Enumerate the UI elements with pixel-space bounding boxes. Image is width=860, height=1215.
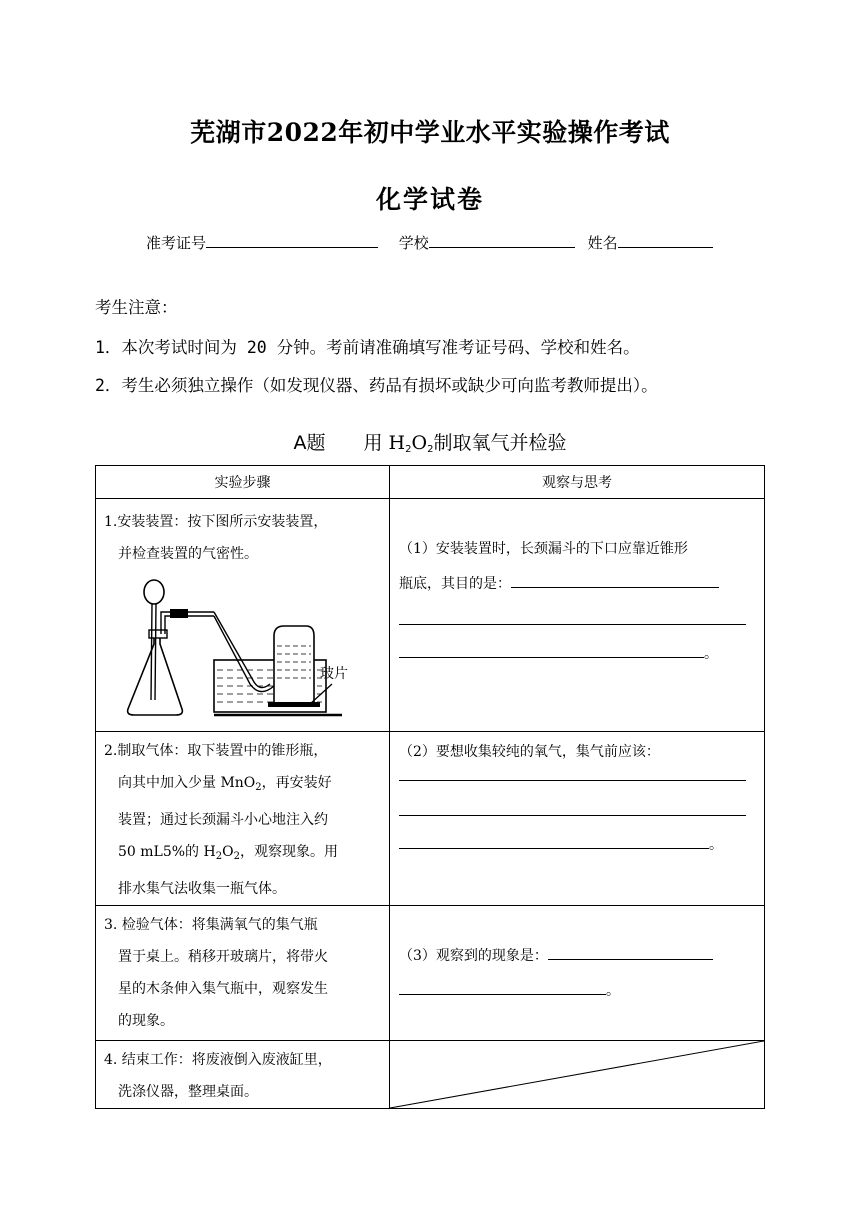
answer-2-blank-c[interactable] [399, 832, 709, 849]
step-3-text-a: 3. 检验气体：将集满氧气的集气瓶 [104, 917, 318, 933]
step-1-cell [96, 499, 390, 732]
observation-2-cell: （2）要想收集较纯的氧气，集气前应该： 。 [390, 732, 765, 906]
answer-1-blank-c[interactable] [399, 641, 704, 658]
answer-1-blank-b[interactable] [399, 602, 746, 625]
experiment-table [95, 465, 765, 1109]
step-4-text-b: 洗涤仪器，整理桌面。 [118, 1084, 258, 1100]
id-blank[interactable] [206, 233, 378, 248]
step-2-cell [96, 732, 390, 906]
exam-subtitle: 化学试卷 [375, 185, 484, 214]
step-1-text-b: 并检查装置的气密性。 [118, 546, 258, 562]
notice-item-2: 2．考生必须独立操作（如发现仪器、药品有损坏或缺少可向监考教师提出）。 [95, 376, 658, 395]
step-2-text-e: 排水集气法收集一瓶气体。 [118, 881, 286, 897]
answer-2-blank-a[interactable] [399, 770, 746, 781]
school-label: 学校 [398, 234, 429, 252]
glass-slide-label: 玻片 [320, 666, 348, 682]
notice-heading: 考生注意： [95, 298, 178, 317]
question-label: A题 [293, 432, 326, 454]
obs-1-text-b: 瓶底，其目的是： [399, 576, 511, 592]
step-3-text-c: 星的木条伸入集气瓶中，观察发生 [118, 981, 328, 997]
step-2-text-c: 装置；通过长颈漏斗小心地注入约 [118, 812, 328, 828]
step-3-cell [96, 906, 390, 1041]
steps-header: 实验步骤 [96, 466, 390, 499]
id-label: 准考证号 [146, 234, 207, 252]
question-title: A题 用 $H_2O_2$制取氧气并检验 [293, 432, 567, 455]
step-2-text-d: 50 mL5%的 $H_2O_2$，观察现象。用 [118, 844, 338, 862]
answer-1-blank-a[interactable] [511, 571, 719, 588]
observation-header: 观察与思考 [390, 466, 765, 499]
observation-4-cell-empty [390, 1041, 765, 1109]
answer-3-blank-b[interactable] [399, 978, 606, 995]
answer-2-blank-b[interactable] [399, 805, 746, 816]
diagonal-strike [390, 1041, 764, 1108]
observation-1-cell: （1）安装装置时，长颈漏斗的下口应靠近锥形 瓶底，其目的是： 。 [390, 499, 765, 732]
step-4-text-a: 4. 结束工作：将废液倒入废液缸里， [104, 1052, 332, 1068]
obs-3-text-a: （3）观察到的现象是： [399, 948, 548, 964]
apparatus-diagram [114, 574, 348, 719]
school-blank[interactable] [429, 233, 575, 248]
step-1-text-a: 1.安装装置：按下图所示安装装置， [104, 514, 328, 530]
obs-1-text-a: （1）安装装置时，长颈漏斗的下口应靠近锥形 [399, 541, 688, 557]
step-4-cell [96, 1041, 390, 1109]
name-blank[interactable] [618, 233, 713, 248]
step-2-text-b: 向其中加入少量 MnO$_2$，再安装好 [118, 775, 332, 793]
candidate-info-line [146, 232, 713, 253]
step-3-text-b: 置于桌上。稍移开玻璃片，将带火 [118, 949, 328, 965]
name-label: 姓名 [587, 234, 618, 252]
obs-2-text-a: （2）要想收集较纯的氧气，集气前应该： [399, 744, 660, 760]
notice-item-1: 1．本次考试时间为 20 分钟。考前请准确填写准考证号码、学校和姓名。 [95, 338, 640, 357]
step-3-text-d: 的现象。 [118, 1013, 174, 1029]
answer-3-blank-a[interactable] [548, 943, 713, 960]
exam-title: 芜湖市2022年初中学业水平实验操作考试 [190, 118, 670, 147]
observation-3-cell: （3）观察到的现象是： 。 [390, 906, 765, 1041]
step-2-text-a: 2.制取气体：取下装置中的锥形瓶， [104, 743, 328, 759]
